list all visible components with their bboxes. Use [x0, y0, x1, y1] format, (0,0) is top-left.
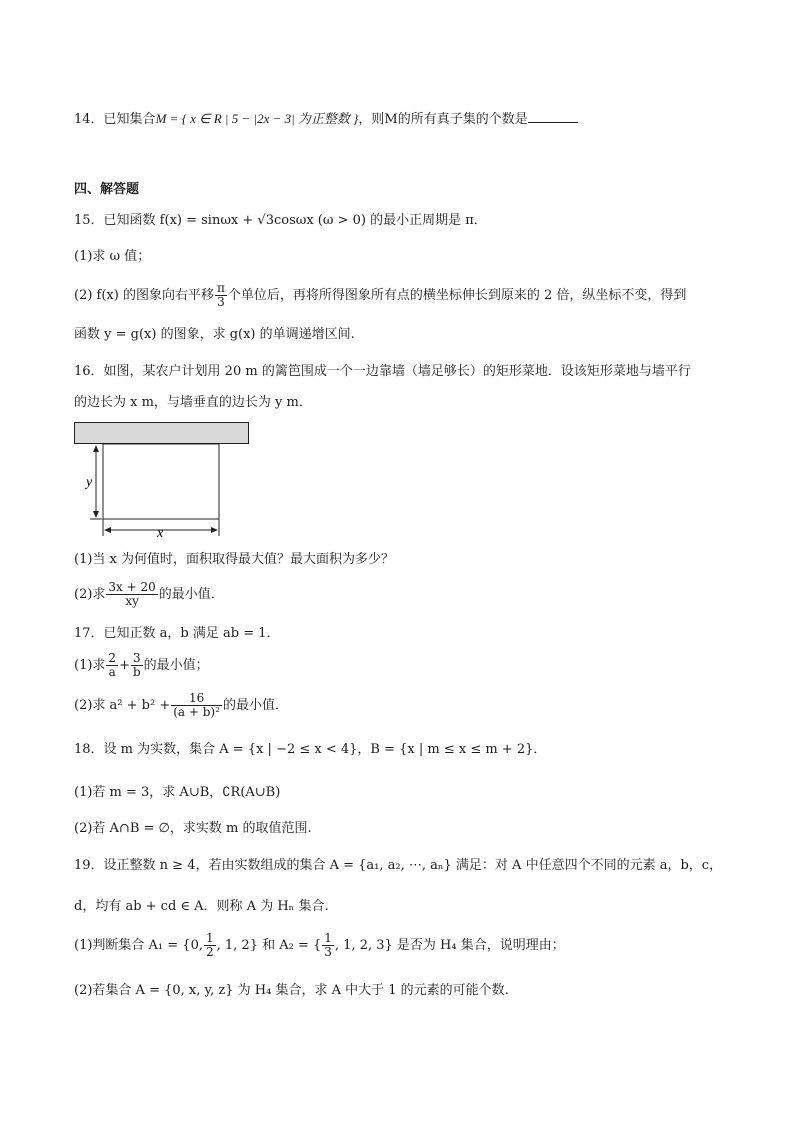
fraction [204, 932, 216, 959]
part-text: , 1, 2, 3} 是否为 H₄ 集合，说明理由； [334, 938, 565, 953]
fraction-numerator: 1 [205, 931, 214, 945]
garden-rectangle [103, 444, 219, 519]
fraction [106, 652, 118, 679]
part-text: 个单位后，再将所得图象所有点的横坐标伸长到原来的 2 倍，纵坐标不变，得到 [227, 288, 687, 303]
question-19-stem-1 [74, 856, 722, 876]
question-17-part-2 [74, 689, 288, 723]
part-text: (2)求 [74, 587, 106, 602]
arrow-head-down [93, 511, 99, 518]
question-16-part-1: (1)当 x 为何值时，面积取得最大值？最大面积为多少？ [74, 552, 395, 567]
fraction [171, 692, 222, 719]
fraction-numerator: π [216, 281, 225, 295]
fraction-numerator: 3x + 20 [108, 580, 156, 594]
question-15-part-2a [74, 281, 686, 311]
fraction-numerator: 3 [131, 652, 143, 666]
part-text: (1)求 [74, 658, 106, 673]
fraction-denominator: a [108, 665, 116, 679]
garden-diagram [74, 420, 254, 542]
question-text: ．如图，某农户计划用 20 m 的篱笆围成一个一边靠墙（墙足够长）的矩形菜地．设该矩形菜地与墙平行 [90, 364, 691, 379]
section-heading: 四、解答题 [74, 182, 140, 197]
question-number: 19 [74, 858, 91, 873]
wall [75, 423, 249, 444]
question-number: 14 [74, 112, 91, 127]
part-text: (2)求 a² + b² + [74, 698, 171, 713]
x-label: x [157, 526, 164, 541]
fraction-denominator: 3 [217, 295, 225, 309]
arrow-head-up [93, 445, 99, 452]
answer-blank[interactable] [528, 108, 578, 123]
question-15-part-2b: 函数 y = g(x) 的图象，求 g(x) 的单调递增区间. [74, 327, 355, 342]
question-15-stem [74, 211, 487, 231]
fraction-denominator: (a + b)² [173, 705, 220, 719]
question-14 [74, 108, 578, 130]
fraction-denominator: b [132, 665, 141, 679]
question-15-part-1: (1)求 ω 值； [74, 249, 151, 264]
fraction-numerator: 2 [108, 651, 117, 665]
question-16-part-2 [74, 578, 224, 612]
part-text: (2) f(x) 的图象向右平移 [74, 288, 214, 303]
question-16-stem-1 [74, 362, 691, 382]
question-18-part-2: (2)若 A∩B = ∅，求实数 m 的取值范围. [74, 821, 312, 836]
question-number: 18 [74, 742, 91, 757]
question-text: ．设 m 为实数，集合 A = {x | −2 ≤ x < 4}，B = {x | m ≤ x ≤ m + 2}． [90, 742, 547, 757]
part-text: , 1, 2} 和 A₂ = { [216, 938, 322, 953]
question-16-stem-2: 的边长为 x m，与墙垂直的边长为 y m． [74, 395, 312, 410]
part-text: 的最小值； [143, 658, 209, 673]
fraction [106, 581, 157, 608]
fraction [131, 652, 143, 679]
fraction-denominator: 3 [324, 945, 332, 959]
arrow-head-left [104, 527, 111, 533]
set-expression: M = { x ∈ R | 5 − |2x − 3| 为正整数 } [155, 111, 359, 126]
question-19-part-2: (2)若集合 A = {0, x, y, z} 为 H₄ 集合，求 A 中大于 1 的元素的可能个数. [74, 983, 509, 998]
question-prefix: ．已知集合 [90, 112, 156, 127]
question-18-part-1: (1)若 m = 3，求 A∪B，∁R(A∪B) [74, 785, 281, 800]
fraction-numerator: 16 [171, 692, 222, 706]
y-label: y [86, 475, 93, 490]
fraction-denominator: 2 [205, 945, 214, 959]
question-suffix: ，则M的所有真子集的个数是 [358, 112, 528, 127]
question-text: ．已知正数 a，b 满足 ab = 1． [90, 626, 280, 641]
fraction-denominator: xy [125, 594, 139, 608]
question-number: 15 [74, 213, 91, 228]
question-text: ．设正整数 n ≥ 4，若由实数组成的集合 A = {a₁, a₂, ⋯, aₙ} 满足：对 A 中任意四个不同的元素 a，b，c， [90, 858, 723, 873]
question-18-stem [74, 740, 546, 760]
question-number: 17 [74, 626, 91, 641]
fraction [322, 932, 334, 959]
part-text: 的最小值． [222, 698, 288, 713]
part-text: (1)判断集合 A₁ = {0, [74, 938, 203, 953]
question-19-stem-2: d，均有 ab + cd ∈ A．则称 A 为 Hₙ 集合. [74, 899, 329, 914]
question-number: 16 [74, 364, 91, 379]
arrow-head-right [211, 527, 218, 533]
fraction-numerator: 1 [324, 931, 332, 945]
fraction-pi-over-3 [215, 282, 227, 309]
part-text: 的最小值． [158, 587, 224, 602]
question-17-part-1 [74, 649, 209, 683]
question-17-stem [74, 624, 280, 644]
plus-sign: + [119, 658, 130, 673]
question-text: ．已知函数 f(x) = sinωx + √3cosωx (ω > 0) 的最小正周期是 π． [90, 213, 487, 228]
question-19-part-1 [74, 929, 565, 963]
